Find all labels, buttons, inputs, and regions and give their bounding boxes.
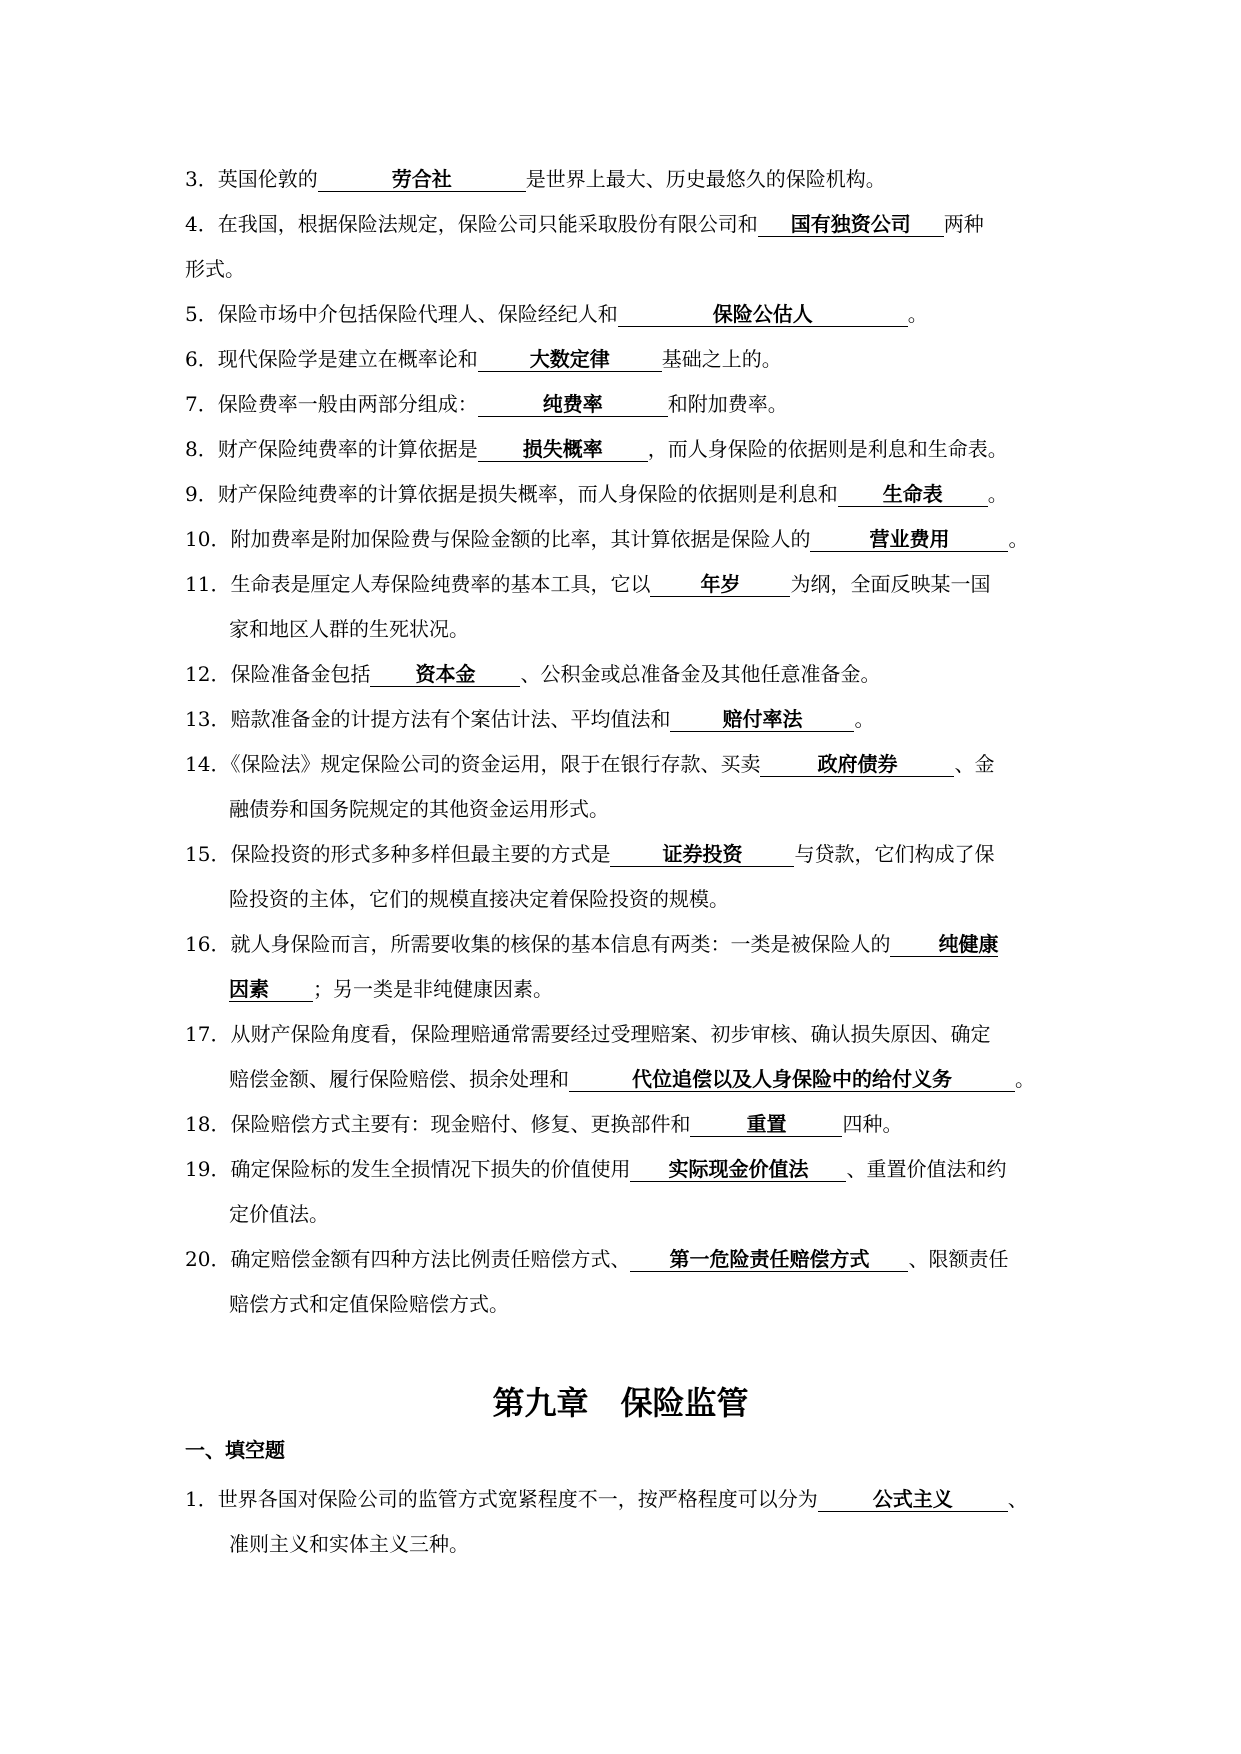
question-17-continuation <box>229 1056 1035 1102</box>
question-9 <box>185 471 1065 517</box>
question-text: 、 <box>1007 1487 1028 1511</box>
question-19 <box>185 1146 1065 1192</box>
question-text: 保险准备金包括 <box>230 662 371 686</box>
question-text: 四种。 <box>842 1112 903 1136</box>
answer-blank: 保险公估人 <box>618 302 908 327</box>
question-6 <box>185 336 1065 382</box>
chapter9-question-1 <box>185 1476 1065 1522</box>
answer-blank: 国有独资公司 <box>758 212 944 237</box>
section-title: 一、填空题 <box>185 1438 285 1462</box>
question-number: 4． <box>185 212 218 236</box>
question-number: 13． <box>185 707 231 731</box>
question-text: 和附加费率。 <box>667 392 788 416</box>
question-10 <box>185 516 1065 562</box>
question-text: 赔款准备金的计提方法有个案估计法、平均值法和 <box>230 707 671 731</box>
question-number: 17． <box>185 1022 231 1046</box>
question-number: 5． <box>185 302 218 326</box>
question-text: 、限额责任 <box>908 1247 1009 1271</box>
answer-blank: 政府债券 <box>760 752 954 777</box>
question-text: 保险投资的形式多种多样但最主要的方式是 <box>230 842 611 866</box>
question-text: 、公积金或总准备金及其他任意准备金。 <box>520 662 881 686</box>
question-text: 赔偿金额、履行保险赔偿、损余处理和 <box>229 1067 569 1091</box>
question-text: 、金 <box>954 752 995 776</box>
question-text: 两种 <box>943 212 984 236</box>
answer-blank: 生命表 <box>838 482 988 507</box>
question-19-continuation: 定价值法。 <box>229 1202 329 1226</box>
question-number: 6． <box>185 347 218 371</box>
answer-blank: 第一危险责任赔偿方式 <box>630 1247 908 1272</box>
question-text: 为纲，全面反映某一国 <box>790 572 991 596</box>
question-12 <box>185 651 1065 697</box>
question-15-continuation: 险投资的主体，它们的规模直接决定着保险投资的规模。 <box>229 887 729 911</box>
question-text: 生命表是厘定人寿保险纯费率的基本工具，它以 <box>230 572 651 596</box>
question-7 <box>185 381 1065 427</box>
question-16 <box>185 921 1065 967</box>
question-4 <box>185 201 1065 247</box>
question-text: 是世界上最大、历史最悠久的保险机构。 <box>525 167 886 191</box>
question-text: ，而人身保险的依据则是利息和生命表。 <box>647 437 1008 461</box>
question-14-continuation: 融债券和国务院规定的其他资金运用形式。 <box>229 797 609 821</box>
question-number: 12． <box>185 662 231 686</box>
question-text: 附加费率是附加保险费与保险金额的比率，其计算依据是保险人的 <box>230 527 811 551</box>
answer-blank: 劳合社 <box>318 167 526 192</box>
answer-blank: 证券投资 <box>610 842 794 867</box>
answer-blank: 大数定律 <box>478 347 662 372</box>
answer-blank: 损失概率 <box>478 437 648 462</box>
question-5 <box>185 291 1065 337</box>
answer-blank: 公式主义 <box>818 1487 1008 1512</box>
question-text: 与贷款，它们构成了保 <box>794 842 995 866</box>
answer-blank: 年岁 <box>650 572 790 597</box>
question-text: 确定赔偿金额有四种方法比例责任赔偿方式、 <box>230 1247 631 1271</box>
question-text: 确定保险标的发生全损情况下损失的价值使用 <box>230 1157 631 1181</box>
question-14 <box>185 741 1065 787</box>
answer-blank: 营业费用 <box>810 527 1008 552</box>
question-8 <box>185 426 1065 472</box>
question-text: 保险市场中介包括保险代理人、保险经纪人和 <box>217 302 618 326</box>
question-20 <box>185 1236 1065 1282</box>
question-text: 保险费率一般由两部分组成： <box>217 392 478 416</box>
question-16-continuation <box>229 966 553 1012</box>
question-3 <box>185 156 1065 202</box>
question-text: 基础之上的。 <box>661 347 782 371</box>
question-text: ；另一类是非纯健康因素。 <box>313 977 553 1001</box>
question-text: 。 <box>1008 527 1029 551</box>
chapter9-question-1-continuation: 准则主义和实体主义三种。 <box>229 1532 469 1556</box>
question-number: 14． <box>185 752 231 776</box>
question-text: 财产保险纯费率的计算依据是 <box>217 437 478 461</box>
question-text: 在我国，根据保险法规定，保险公司只能采取股份有限公司和 <box>217 212 758 236</box>
answer-blank: 重置 <box>690 1112 842 1137</box>
question-text: 现代保险学是建立在概率论和 <box>217 347 478 371</box>
question-number: 18． <box>185 1112 231 1136</box>
question-text: 世界各国对保险公司的监管方式宽紧程度不一，按严格程度可以分为 <box>217 1487 818 1511</box>
answer-blank: 赔付率法 <box>670 707 854 732</box>
question-17 <box>185 1011 1065 1057</box>
question-number: 3． <box>185 167 218 191</box>
question-13 <box>185 696 1065 742</box>
chapter-title: 第九章 保险监管 <box>492 1384 749 1422</box>
question-18 <box>185 1101 1065 1147</box>
question-11-continuation: 家和地区人群的生死状况。 <box>229 617 469 641</box>
question-text: 。 <box>987 482 1008 506</box>
question-number: 11． <box>185 572 231 596</box>
question-text: 英国伦敦的 <box>217 167 318 191</box>
question-text: 。 <box>907 302 928 326</box>
question-text: 。 <box>1015 1067 1035 1091</box>
answer-blank: 实际现金价值法 <box>630 1157 846 1182</box>
question-text: 保险赔偿方式主要有：现金赔付、修复、更换部件和 <box>230 1112 691 1136</box>
question-11 <box>185 561 1065 607</box>
question-number: 20． <box>185 1247 231 1271</box>
question-15 <box>185 831 1065 877</box>
answer-blank: 纯费率 <box>478 392 668 417</box>
question-number: 9． <box>185 482 218 506</box>
question-number: 15． <box>185 842 231 866</box>
question-text: 。 <box>854 707 875 731</box>
question-text: 就人身保险而言，所需要收集的核保的基本信息有两类：一类是被保险人的 <box>230 932 891 956</box>
question-text: 从财产保险角度看，保险理赔通常需要经过受理赔案、初步审核、确认损失原因、确定 <box>230 1022 991 1046</box>
question-4-continuation: 形式。 <box>185 257 245 281</box>
question-text: 、重置价值法和约 <box>846 1157 1007 1181</box>
question-text: 财产保险纯费率的计算依据是损失概率，而人身保险的依据则是利息和 <box>217 482 838 506</box>
question-number: 1． <box>185 1487 218 1511</box>
question-number: 16． <box>185 932 231 956</box>
answer-blank: 资本金 <box>370 662 520 687</box>
question-20-continuation: 赔偿方式和定值保险赔偿方式。 <box>229 1292 509 1316</box>
answer-blank: 纯健康 <box>890 932 998 957</box>
question-text: 《保险法》规定保险公司的资金运用，限于在银行存款、买卖 <box>230 752 761 776</box>
question-number: 8． <box>185 437 218 461</box>
question-number: 19． <box>185 1157 231 1181</box>
question-number: 7． <box>185 392 218 416</box>
answer-blank: 因素 <box>229 977 313 1002</box>
question-number: 10． <box>185 527 231 551</box>
answer-blank: 代位追偿以及人身保险中的给付义务 <box>569 1067 1015 1092</box>
